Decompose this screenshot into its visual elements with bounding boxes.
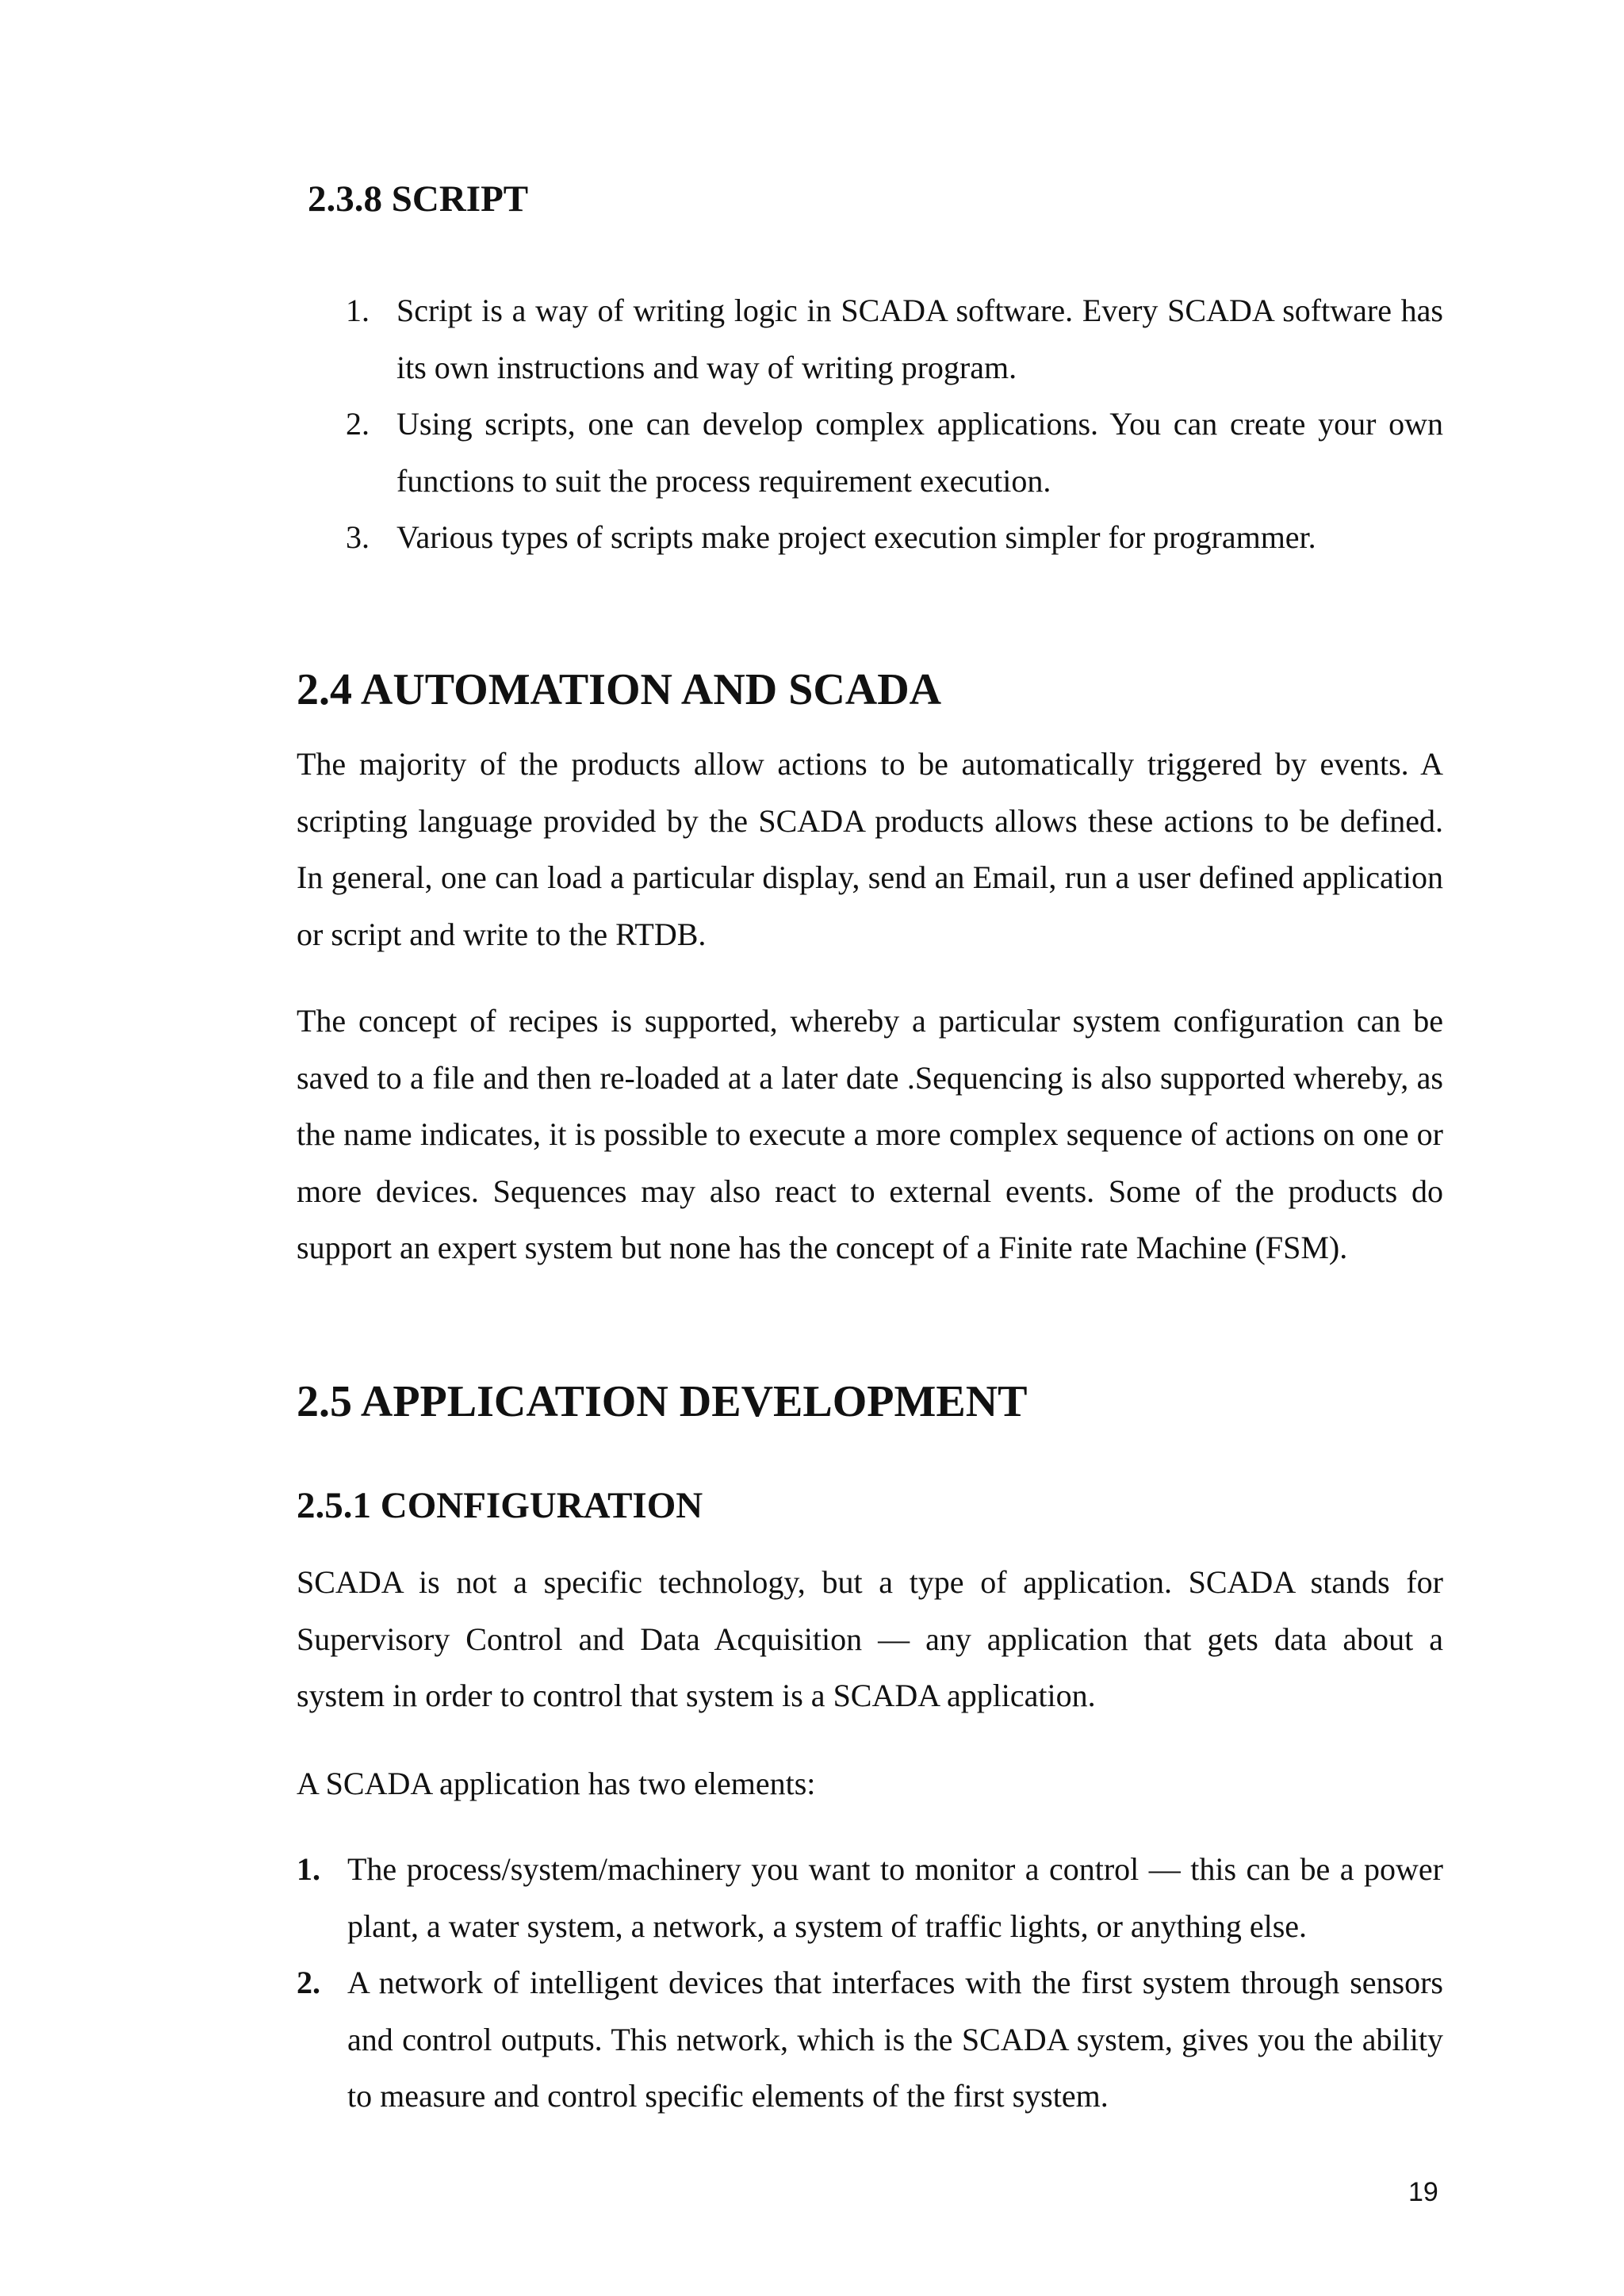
elements-list bbox=[297, 1841, 1443, 2125]
list-item-text: A network of intelligent devices that interfaces with the first system through sensors and control outputs. This network, which is the SCADA system, gives you the ability to measure and control specific elements of the first system. bbox=[347, 1965, 1443, 2114]
list-marker: 2. bbox=[346, 406, 370, 442]
heading-2-4: 2.4 AUTOMATION AND SCADA bbox=[297, 665, 942, 714]
list-marker: 2. bbox=[297, 1965, 320, 2000]
list-item bbox=[346, 282, 1443, 396]
list-item bbox=[297, 1954, 1443, 2125]
list-item-text: Script is a way of writing logic in SCADA software. Every SCADA software has its own instructions and way of writing program. bbox=[396, 293, 1443, 385]
paragraph: SCADA is not a specific technology, but a type of application. SCADA stands for Supervisory Control and Data Acquisition — any application that gets data about a system in order to control that system is a SCADA application. bbox=[297, 1564, 1443, 1713]
list-item-text: Using scripts, one can develop complex applications. You can create your own functions to suit the process requirement execution. bbox=[396, 406, 1443, 499]
heading-2-5: 2.5 APPLICATION DEVELOPMENT bbox=[297, 1377, 1028, 1426]
list-marker: 1. bbox=[297, 1851, 320, 1887]
page-number: 19 bbox=[1408, 2177, 1438, 2207]
list-marker: 1. bbox=[346, 293, 370, 328]
heading-2-5-1: 2.5.1 CONFIGURATION bbox=[297, 1485, 703, 1526]
list-item bbox=[297, 1841, 1443, 1954]
paragraph: The concept of recipes is supported, whereby a particular system configuration can be saved to a file and then re-loaded at a later date .Sequencing is also supported whereby, as the name indicates, it is possible to execute a more complex sequence of actions on one or more devices. Sequences may also react to external events. Some of the products do support an expert system but none has the concept of a Finite rate Machine (FSM). bbox=[297, 1003, 1443, 1265]
script-list bbox=[346, 282, 1443, 566]
list-item-text: The process/system/machinery you want to monitor a control — this can be a power plant, a water system, a network, a system of traffic lights, or anything else. bbox=[347, 1851, 1443, 1944]
list-marker: 3. bbox=[346, 519, 370, 555]
paragraph: The majority of the products allow actions to be automatically triggered by events. A scripting language provided by the SCADA products allows these actions to be defined. In general, one can load a particular display, send an Email, run a user defined application or script and write to the RTDB. bbox=[297, 746, 1443, 952]
list-item-text: Various types of scripts make project execution simpler for programmer. bbox=[396, 519, 1316, 555]
paragraph: A SCADA application has two elements: bbox=[297, 1766, 816, 1801]
heading-2-3-8: 2.3.8 SCRIPT bbox=[308, 178, 529, 220]
list-item bbox=[346, 509, 1443, 566]
list-item bbox=[346, 396, 1443, 509]
